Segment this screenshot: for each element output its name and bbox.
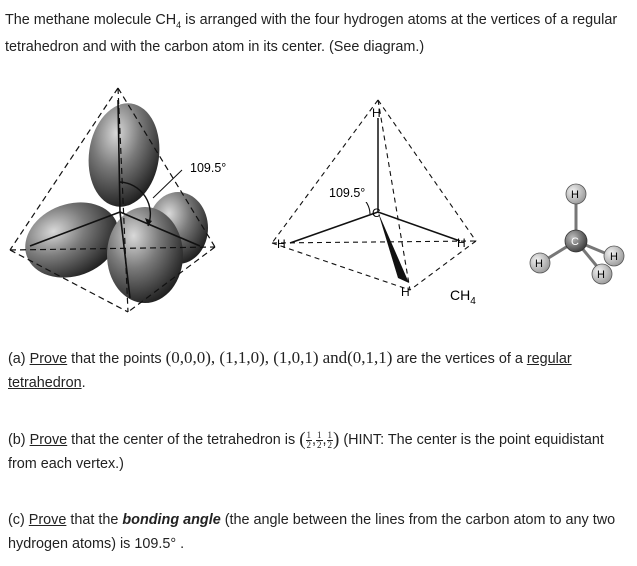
prove-term-a: Prove [29,351,68,367]
question-c-text-2: (the angle between the lines from the carbon atom to any two hydrogen atoms) is 109.5° . [8,512,616,552]
intro-paragraph [5,9,630,58]
atom-h-bottom: H [401,285,410,299]
question-c [8,508,628,556]
question-c-label: (c) [8,512,29,528]
formula-label: $CH_4$ [450,287,476,307]
angle-label-mid: 109.5° [329,186,366,200]
stick-model [272,100,476,307]
question-a-text-2: are the vertices of a [392,351,527,367]
atom-h-right: H [457,236,466,250]
ball-h-left: H [535,258,543,270]
prove-term-b: Prove [29,432,68,448]
regular-term: regular [526,351,572,367]
question-b-label: (b) [8,432,30,448]
atom-h-top: H [372,106,381,120]
last-point: (0,1,1) [347,348,393,367]
question-b-text-1: that the center of the tetrahedron is [67,432,300,448]
question-a-label: (a) [8,351,30,367]
angle-label-left: 109.5° [190,161,227,175]
question-a-end: . [81,375,86,391]
ball-c-center: C [571,236,579,248]
question-a [8,346,628,395]
points-list: (0,0,0), (1,1,0), (1,0,1) [165,348,319,367]
question-b: (b) Prove that the center of the tetrahedron is ( $\frac{1}{2}$ , $\frac{1}{2}$ , $\frac{1}{2}$ ) (HINT: The center is the point equidistant from each vertex.) [8,429,604,473]
center-fraction-z: $\frac{1}{2}$ [327,429,333,450]
bonding-angle-term: bonding angle [122,512,221,528]
orbital-model [10,88,226,312]
ball-h-right: H [610,251,618,263]
question-c-text-1: that the [66,512,123,528]
intro-text-1: The methane molecule CH [5,12,177,28]
prove-term-c: Prove [28,512,67,528]
atom-c-center: C [372,206,381,220]
intro-subscript: 4 [176,19,182,30]
ball-h-top: H [571,189,579,201]
methane-diagram [0,78,637,318]
question-a-text-1: that the points [67,351,166,367]
center-fraction-y: $\frac{1}{2}$ [317,429,322,450]
tetrahedron-term: tetrahedron [8,375,82,391]
question-b-text-2: (HINT: The center is the point equidistant from each vertex.) [8,432,604,473]
center-fraction-x: $\frac{1}{2}$ [306,429,312,450]
ball-h-bottom: H [597,269,605,281]
ball-and-stick-model [530,184,624,284]
intro-text-2: is arranged with the four hydrogen atoms at the vertices of a regular tetrahedron and with the carbon atom in its center. (See diagram.) [5,12,618,55]
atom-h-left: H [277,237,286,251]
and-word: and [322,348,348,367]
